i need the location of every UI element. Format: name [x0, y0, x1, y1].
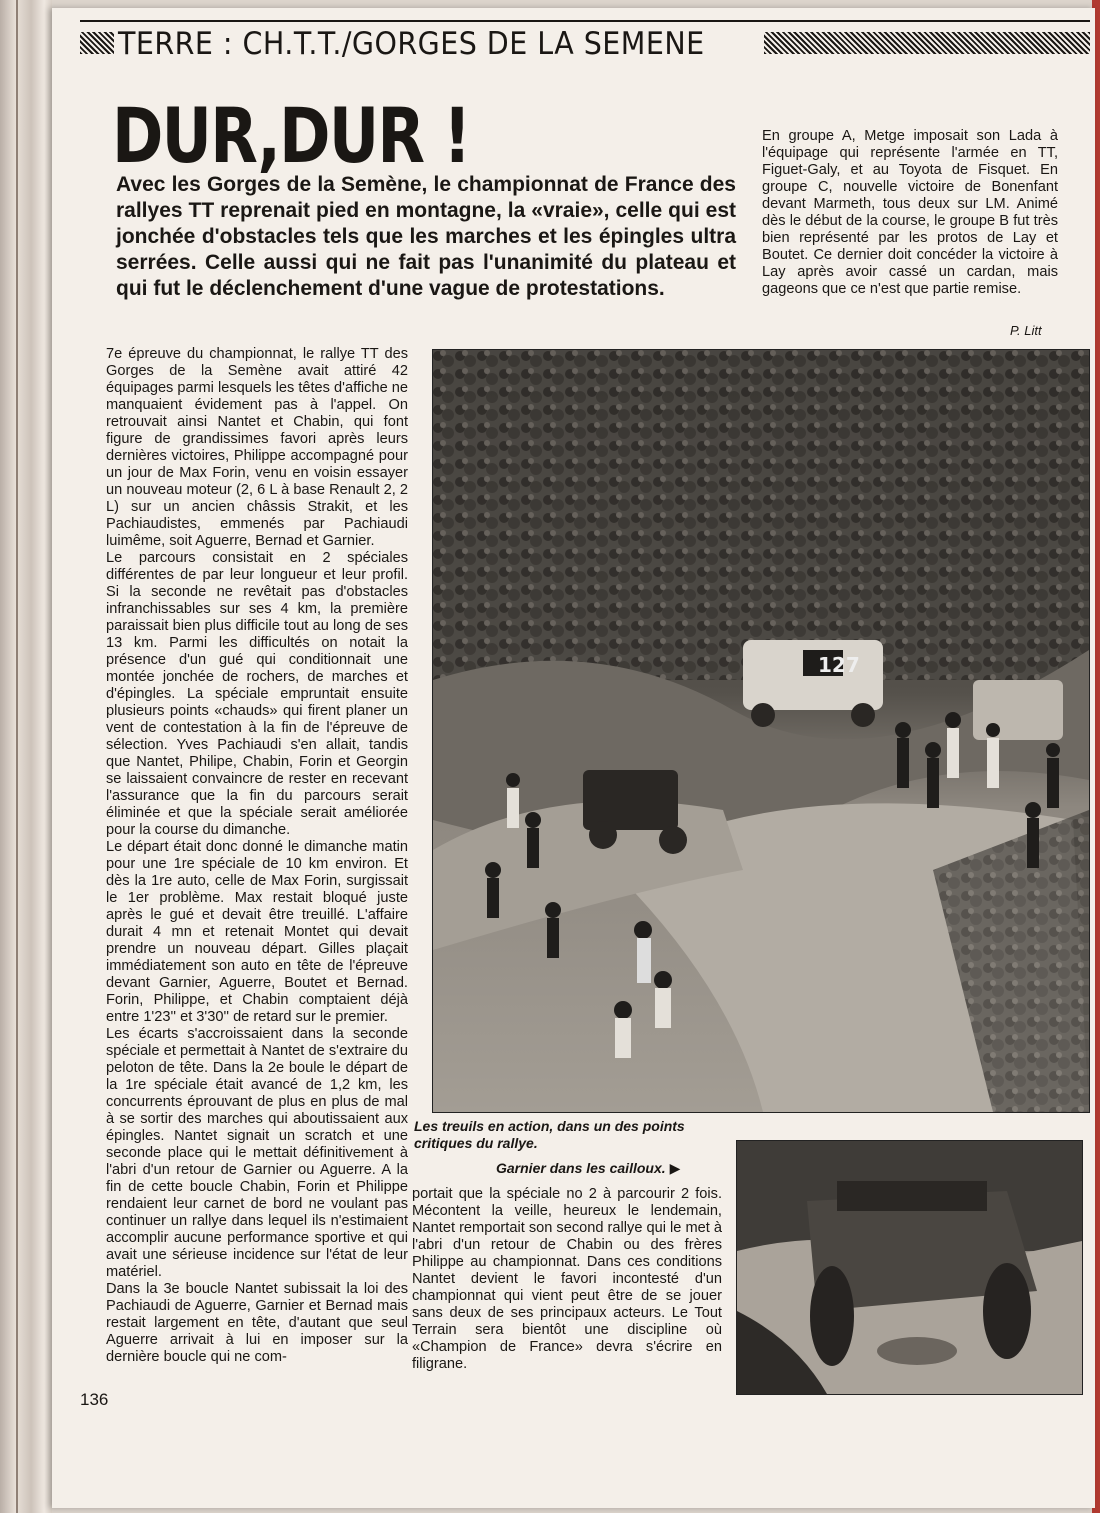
page-binding	[0, 0, 52, 1513]
triangle-right-icon: ▶	[669, 1160, 681, 1176]
paragraph: portait que la spéciale no 2 à parcourir 2 fois. Mécontent la veille, heureux le lendemain, Nantet remportait son second rallye qui le met à l'abri d'un retour de Chabin ou des frères Philippe au championnat. Dans ces conditions Nantet devient le favori incontesté d'un championnat qui vient peut être de se jouer sans deux de ses principaux acteurs. Le Tout Terrain sera bientôt une discipline où «Champion de France» devra s'écrire en filigrane.	[412, 1186, 722, 1372]
header-hatch-right	[764, 32, 1090, 54]
photo-garnier-image	[737, 1141, 1082, 1394]
caption-text: Garnier dans les cailloux.	[496, 1160, 666, 1176]
sidebar-text	[762, 128, 1058, 298]
photo-caption-winching: Les treuils en action, dans un des points critiques du rallye.	[414, 1118, 685, 1151]
section-title: TERRE : CH.T.T./GORGES DE LA SEMENE	[118, 26, 705, 62]
sidebar-paragraph: En groupe A, Metge imposait son Lada à l'équipage qui représente l'armée en TT, Figuet-Galy, et au Toyota de Fisquet. En groupe C, nouvelle victoire de Bonenfant devant Marmeth, tous deux sur LM. Animé dès le début de la course, le groupe B fut très bien représenté par les protos de Lay et Boutet. Ce dernier doit concéder la victoire à Lay après avoir cassé un cardan, mais gageons que ce n'est que partie remise.	[762, 128, 1058, 297]
article-title: DUR,DUR !	[112, 91, 470, 180]
section-header	[80, 20, 1090, 66]
paragraph: Le départ était donc donné le dimanche matin pour une 1re spéciale de 10 km environ. Et dès la 1re auto, celle de Max Forin, surgissait le 1er problème. Max restait bloqué juste après le gué et devait être treuillé. L'affaire durait 4 mn et retenait Montet qui devait prendre un nouveau départ. Gilles plaçait immédiatement son auto en tête de l'épreuve devant Garnier, Aguerre, Boutet et Bernad. Forin, Philippe, et Chabin comptaient déjà entre 1'23'' et 3'30'' de retard sur le premier.	[106, 839, 408, 1025]
page-number: 136	[80, 1390, 109, 1409]
photo-winching-image	[433, 350, 1089, 1112]
paragraph: 7e épreuve du championnat, le rallye TT des Gorges de la Semène avait attiré 42 équipages parmi lesquels les têtes d'affiche ne manquaient évidement pas à l'appel. On retrouvait ainsi Nantet et Chabin, qui font figure de grandissimes favori après leurs dernières victoires, Philippe accompagné pour un jour de Max Forin, venu en voisin essayer un nouveau moteur (2, 6 L à base Renault 2, 2 L) sur un ancien châssis Strakit, et les Pachiaudistes, emmenés par Pachiaudi luimême, soit Aguerre, Bernad et Garnier.	[106, 346, 408, 549]
photo-garnier-rocks	[736, 1140, 1083, 1395]
photo-caption-garnier	[496, 1160, 726, 1177]
author-credit: P. Litt	[1010, 323, 1042, 338]
car-number: 127	[818, 653, 860, 677]
header-hatch-left	[80, 32, 114, 54]
paragraph: Les écarts s'accroissaient dans la seconde spéciale et permettait à Nantet de s'extraire du peloton de tête. Dans la 2e boule le départ de la 1re spéciale était avancé de 1,2 km, les concurrents éprouvant de plus en plus de mal à se sortir des marches qui aboutissaient aux épingles. Nantet signait un scratch et une seconde place qui le mettait définitivement à l'abri d'un retour de Garnier ou Aguerre. A la fin de cette boucle Chabin, Forin et Philippe rendaient leur carnet de bord ne voulant pas continuer un rallye dans lequel ils n'estimaient accomplir aucune performance sportive et qui avait une sérieuse incidence sur l'état de leur matériel.	[106, 1026, 408, 1280]
article-column-2	[412, 1186, 722, 1373]
paragraph: Le parcours consistait en 2 spéciales différentes de par leur longueur et leur profil. Si la seconde ne revêtait pas d'obstacles infranchissables sur ses 4 km, la première paraissait bien plus difficile tout au long de ses 13 km. Parmi les difficultés on notait la présence d'un gué qui conditionnait une montée jonchée de rochers, de marches et d'épingles. La spéciale empruntait ensuite plusieurs points «chauds» qui firent planer un vent de contestation à la fin de l'épreuve de sélection. Yves Pachiaudi s'en allait, tandis que Nantet, Philipe, Chabin, Forin et Georgin se laissaient convaincre de rester en recevant l'assurance que la fin du parcours serait éliminée et que la spéciale serait améliorée pour la course du dimanche.	[106, 550, 408, 838]
article-lead: Avec les Gorges de la Semène, le championnat de France des rallyes TT reprenait pied en montagne, la «vraie», celle qui est jonchée d'obstacles tels que les marches et les épingles ultra serrées. Celle aussi qui ne fait pas l'unanimité du plateau et qui fut le déclenchement d'une vague de protestations.	[116, 173, 736, 300]
article-column-1	[106, 346, 408, 1366]
photo-winching-action	[432, 349, 1090, 1113]
paragraph: Dans la 3e boucle Nantet subissait la loi des Pachiaudi de Aguerre, Garnier et Bernad mais restait largement en tête, d'autant que seul Aguerre arrivait à lui en imposer sur la dernière boucle qui ne com-	[106, 1281, 408, 1365]
